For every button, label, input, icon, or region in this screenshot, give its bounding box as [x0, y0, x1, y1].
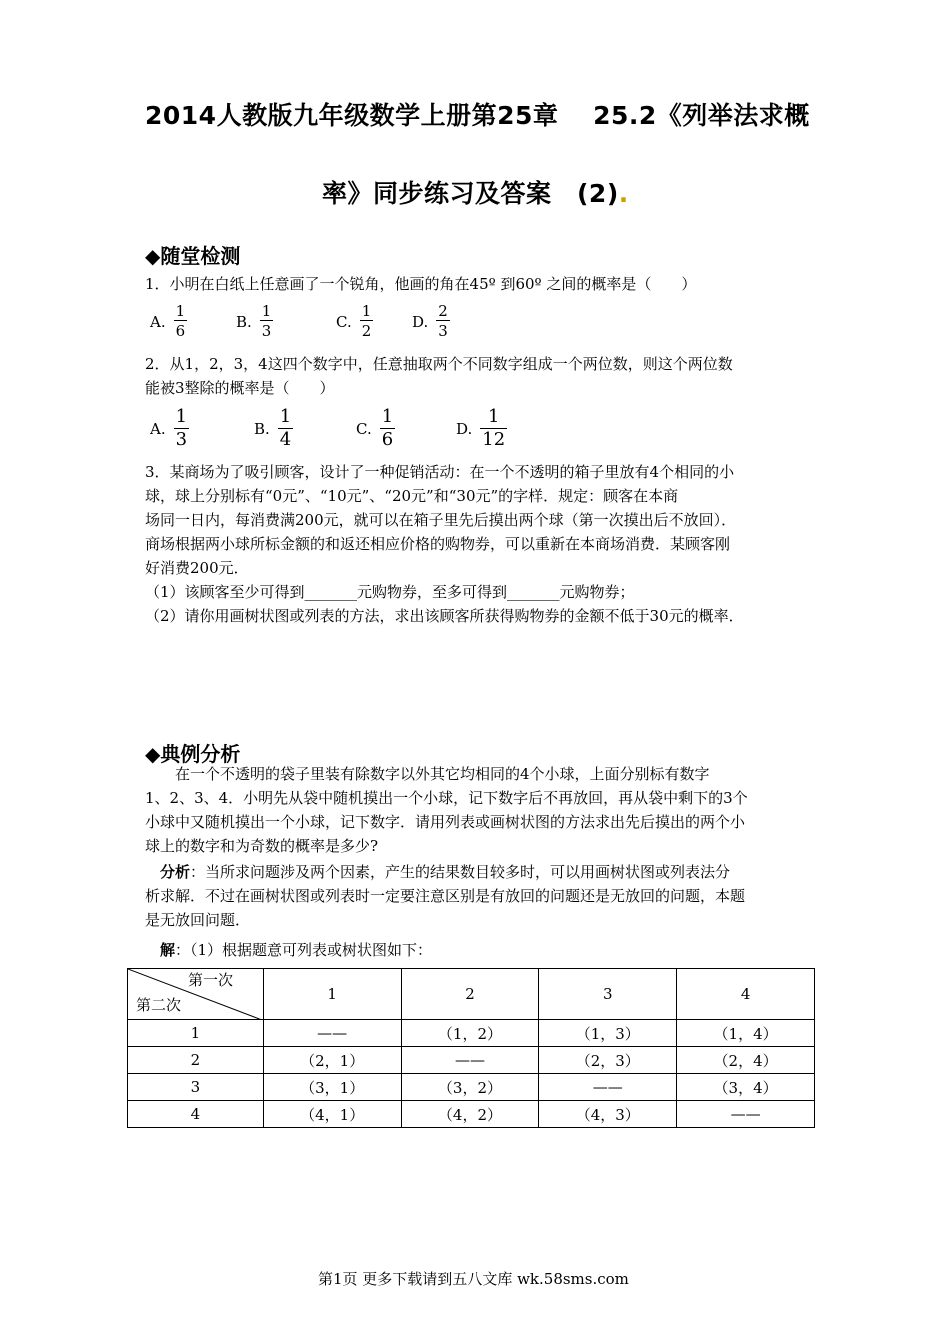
section-heading-practice: ◆随堂检测 — [145, 244, 241, 268]
table-header: 1 — [263, 969, 401, 1020]
table-corner-top: 第一次 — [188, 971, 234, 989]
example-problem — [145, 762, 748, 858]
page-title-line2: 率》同步练习及答案 (2). — [322, 179, 629, 208]
table-cell: （3，2） — [401, 1074, 539, 1101]
table-cell: —— — [263, 1020, 401, 1047]
table-cell: —— — [677, 1101, 815, 1128]
table-cell: （1，2） — [401, 1020, 539, 1047]
table-cell: —— — [401, 1047, 539, 1074]
solution-intro: 解：（1）根据题意可列表或树状图如下： — [160, 941, 433, 959]
question-3-line: 好消费200元． — [145, 559, 249, 577]
table-cell: （3，1） — [263, 1074, 401, 1101]
example-analysis — [145, 860, 745, 932]
question-2-line1: 2．从1，2，3，4这四个数字中，任意抽取两个不同数字组成一个两位数，则这个两位数 — [145, 355, 733, 373]
table-cell: —— — [539, 1074, 677, 1101]
option-d: D. $\frac{2}{3}$ — [412, 302, 448, 340]
table-corner-bottom: 第二次 — [136, 996, 182, 1014]
table-cell: （1，3） — [539, 1020, 677, 1047]
table-cell: （3，4） — [677, 1074, 815, 1101]
question-1-options — [150, 302, 610, 348]
row-label: 3 — [128, 1074, 264, 1101]
question-3-line: 球，球上分别标有“0元”、“10元”、“20元”和“30元”的字样．规定：顾客在本商 — [145, 487, 679, 505]
table-row — [128, 1047, 815, 1074]
table-cell: （2，4） — [677, 1047, 815, 1074]
solution-label: 解 — [160, 941, 176, 959]
example-problem-line: 球上的数字和为奇数的概率是多少? — [145, 837, 379, 855]
question-2-line2: 能被3整除的概率是（ ） — [145, 379, 335, 397]
table-cell: （4，2） — [401, 1101, 539, 1128]
question-2-options — [150, 406, 610, 456]
option-c: C. $\frac{1}{6}$ — [356, 406, 394, 450]
question-3 — [145, 460, 744, 628]
table-cell: （2，1） — [263, 1047, 401, 1074]
outcome-table — [127, 968, 815, 1128]
example-problem-line: 1、2、3、4．小明先从袋中随机摸出一个小球，记下数字后不再放回，再从袋中剩下的3个 — [145, 789, 748, 807]
question-3-line: 3．某商场为了吸引顾客，设计了一种促销活动：在一个不透明的箱子里放有4个相同的小 — [145, 463, 735, 481]
table-row — [128, 1101, 815, 1128]
analysis-line: ：当所求问题涉及两个因素，产生的结果数目较多时，可以用画树状图或列表法分 — [190, 863, 731, 881]
question-3-part-1: （1）该顾客至少可得到_______元购物券，至多可得到_______元购物券； — [145, 583, 635, 601]
question-1-text: 1．小明在白纸上任意画了一个锐角，他画的角在45º 到60º 之间的概率是（ ） — [145, 275, 697, 293]
option-a: A. $\frac{1}{6}$ — [150, 302, 186, 340]
option-d: D. $\frac{1}{12}$ — [456, 406, 506, 450]
table-cell: （2，3） — [539, 1047, 677, 1074]
analysis-line: 是无放回问题． — [145, 911, 251, 929]
table-row — [128, 1074, 815, 1101]
table-header: 3 — [539, 969, 677, 1020]
page-title-line1: 2014人教版九年级数学上册第25章 25.2《列举法求概 — [145, 101, 810, 130]
section-heading-example: ◆典例分析 — [145, 742, 241, 766]
analysis-line: 析求解．不过在画树状图或列表时一定要注意区别是有放回的问题还是无放回的问题，本题 — [145, 887, 746, 905]
table-row — [128, 1020, 815, 1047]
option-b: B. $\frac{1}{4}$ — [254, 406, 292, 450]
page-footer: 第1页 更多下载请到五八文库 wk.58sms.com — [318, 1270, 629, 1288]
example-problem-line: 小球中又随机摸出一个小球，记下数字．请用列表或画树状图的方法求出先后摸出的两个小 — [145, 813, 746, 831]
analysis-label: 分析 — [160, 863, 191, 881]
question-3-line: 场同一日内，每消费满200元，就可以在箱子里先后摸出两个球（第一次摸出后不放回）． — [145, 511, 737, 529]
table-cell: （4，3） — [539, 1101, 677, 1128]
table-header: 2 — [401, 969, 539, 1020]
row-label: 1 — [128, 1020, 264, 1047]
option-b: B. $\frac{1}{3}$ — [236, 302, 272, 340]
example-problem-line: 在一个不透明的袋子里装有除数字以外其它均相同的4个小球，上面分别标有数字 — [145, 765, 710, 783]
table-header: 4 — [677, 969, 815, 1020]
option-a: A. $\frac{1}{3}$ — [150, 406, 188, 450]
option-c: C. $\frac{1}{2}$ — [336, 302, 372, 340]
question-3-line: 商场根据两小球所标金额的和返还相应价格的购物券，可以重新在本商场消费．某顾客刚 — [145, 535, 731, 553]
table-cell: （1，4） — [677, 1020, 815, 1047]
row-label: 2 — [128, 1047, 264, 1074]
table-corner-cell — [128, 969, 264, 1020]
question-3-part-2: （2）请你用画树状图或列表的方法，求出该顾客所获得购物券的金额不低于30元的概率． — [145, 607, 744, 625]
row-label: 4 — [128, 1101, 264, 1128]
table-cell: （4，1） — [263, 1101, 401, 1128]
